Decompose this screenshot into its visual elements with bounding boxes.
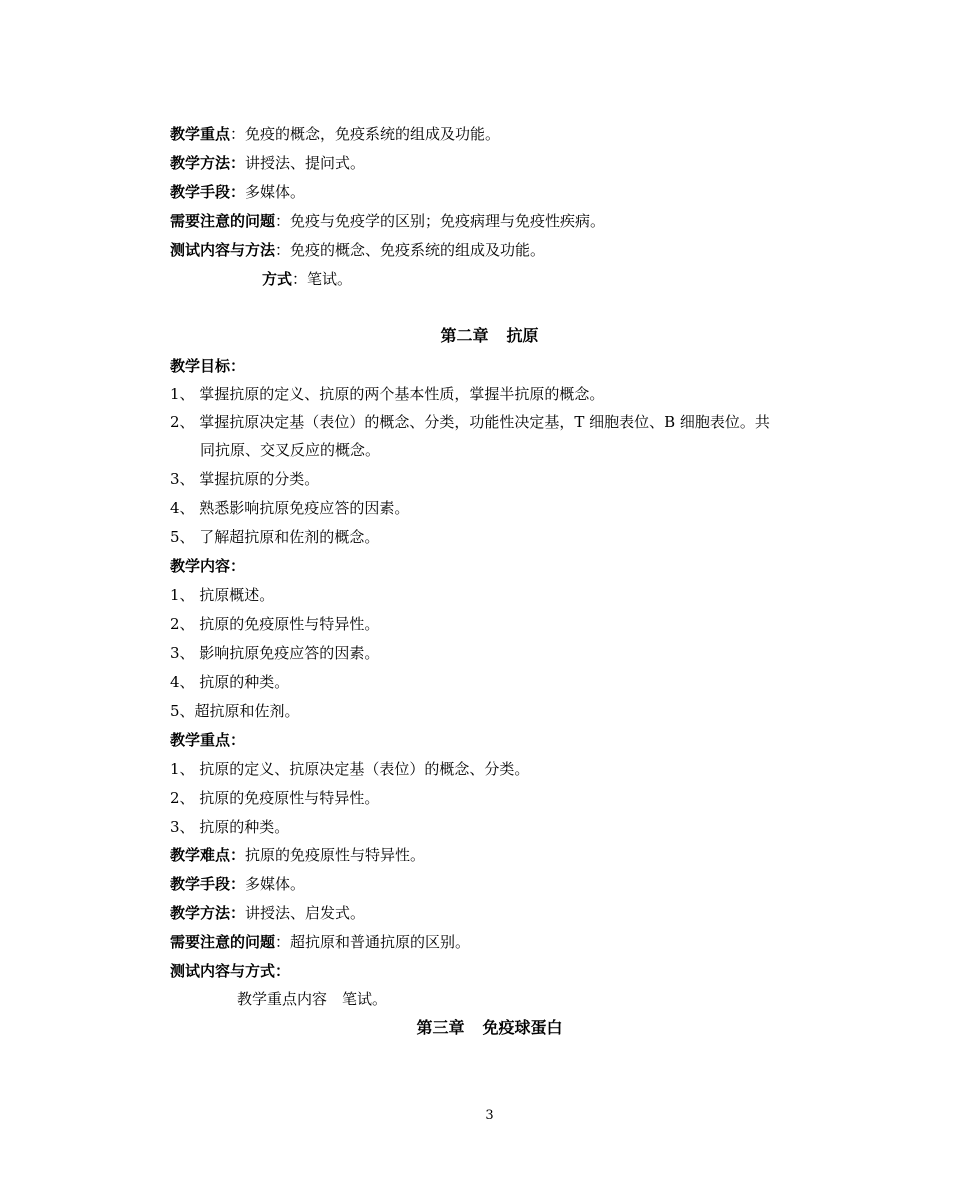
- content-item-4: 4、 抗原的种类。: [170, 673, 290, 691]
- method-2-label: 教学方法：: [170, 904, 246, 922]
- objective-item-3: 3、 掌握抗原的分类。: [170, 470, 320, 488]
- method-2-line: [170, 903, 365, 923]
- means-label: 教学手段：: [170, 183, 246, 201]
- format-sep: ：: [292, 270, 308, 288]
- test-label: 测试内容与方法: [170, 241, 276, 259]
- objective-item-1: 1、 掌握抗原的定义、抗原的两个基本性质，掌握半抗原的概念。: [170, 385, 605, 403]
- format-label: 方式: [262, 270, 293, 288]
- attention-2-text: 超抗原和普通抗原的区别。: [290, 933, 471, 951]
- test-text: 免疫的概念、免疫系统的组成及功能。: [290, 241, 546, 259]
- page-number: 3: [485, 1108, 494, 1123]
- chapter-3-heading: [0, 1018, 979, 1038]
- format-text: 笔试。: [307, 270, 353, 288]
- chapter-2-number: 第二章: [440, 326, 489, 345]
- attention-line: [170, 211, 605, 231]
- difficulty-text: 抗原的免疫原性与特异性。: [245, 846, 426, 864]
- chapter-3-title: 免疫球蛋白: [482, 1018, 563, 1037]
- attention-2-label: 需要注意的问题: [170, 933, 276, 951]
- content-item-3: 3、 影响抗原免疫应答的因素。: [170, 644, 380, 662]
- method-label: 教学方法：: [170, 154, 246, 172]
- means-line: [170, 182, 305, 202]
- objective-item-2: 2、 掌握抗原决定基（表位）的概念、分类，功能性决定基，T 细胞表位、B 细胞表位。共: [170, 413, 770, 431]
- test-2-label: 测试内容与方式：: [170, 962, 291, 980]
- means-2-label: 教学手段：: [170, 875, 246, 893]
- objective-item-4: 4、 熟悉影响抗原免疫应答的因素。: [170, 499, 410, 517]
- content-item-2: 2、 抗原的免疫原性与特异性。: [170, 615, 380, 633]
- means-2-text: 多媒体。: [245, 875, 306, 893]
- method-2-text: 讲授法、启发式。: [245, 904, 366, 922]
- test-2-text: 教学重点内容 笔试。: [237, 990, 388, 1008]
- key-point-item-3: 3、 抗原的种类。: [170, 818, 290, 836]
- means-text: 多媒体。: [245, 183, 306, 201]
- content-item-1: 1、 抗原概述。: [170, 586, 275, 604]
- difficulty-line: [170, 845, 425, 865]
- chapter-2-heading: [0, 326, 979, 346]
- test-line: [170, 240, 545, 260]
- key-points-text: 免疫的概念，免疫系统的组成及功能。: [245, 125, 501, 143]
- attention-2-line: [170, 932, 470, 952]
- method-text: 讲授法、提问式。: [245, 154, 366, 172]
- objective-item-2-cont: 同抗原、交叉反应的概念。: [200, 441, 381, 459]
- chapter-2-title: 抗原: [506, 326, 539, 345]
- key-point-item-2: 2、 抗原的免疫原性与特异性。: [170, 789, 380, 807]
- key-points-2-label: 教学重点：: [170, 731, 246, 749]
- attention-label: 需要注意的问题: [170, 212, 276, 230]
- key-points-sep: ：: [230, 125, 246, 143]
- chapter-3-number: 第三章: [416, 1018, 465, 1037]
- objectives-label: 教学目标：: [170, 357, 246, 375]
- key-points-label: 教学重点: [170, 125, 231, 143]
- content-label: 教学内容：: [170, 557, 246, 575]
- attention-2-sep: ：: [275, 933, 291, 951]
- test-sep: ：: [275, 241, 291, 259]
- attention-sep: ：: [275, 212, 291, 230]
- means-2-line: [170, 874, 305, 894]
- attention-text: 免疫与免疫学的区别；免疫病理与免疫性疾病。: [290, 212, 606, 230]
- method-line: [170, 153, 365, 173]
- key-point-item-1: 1、 抗原的定义、抗原决定基（表位）的概念、分类。: [170, 760, 530, 778]
- difficulty-label: 教学难点：: [170, 846, 246, 864]
- content-item-5: 5、超抗原和佐剂。: [170, 702, 300, 720]
- format-line: [262, 269, 352, 289]
- key-points-line: [170, 124, 500, 144]
- objective-item-5: 5、 了解超抗原和佐剂的概念。: [170, 528, 380, 546]
